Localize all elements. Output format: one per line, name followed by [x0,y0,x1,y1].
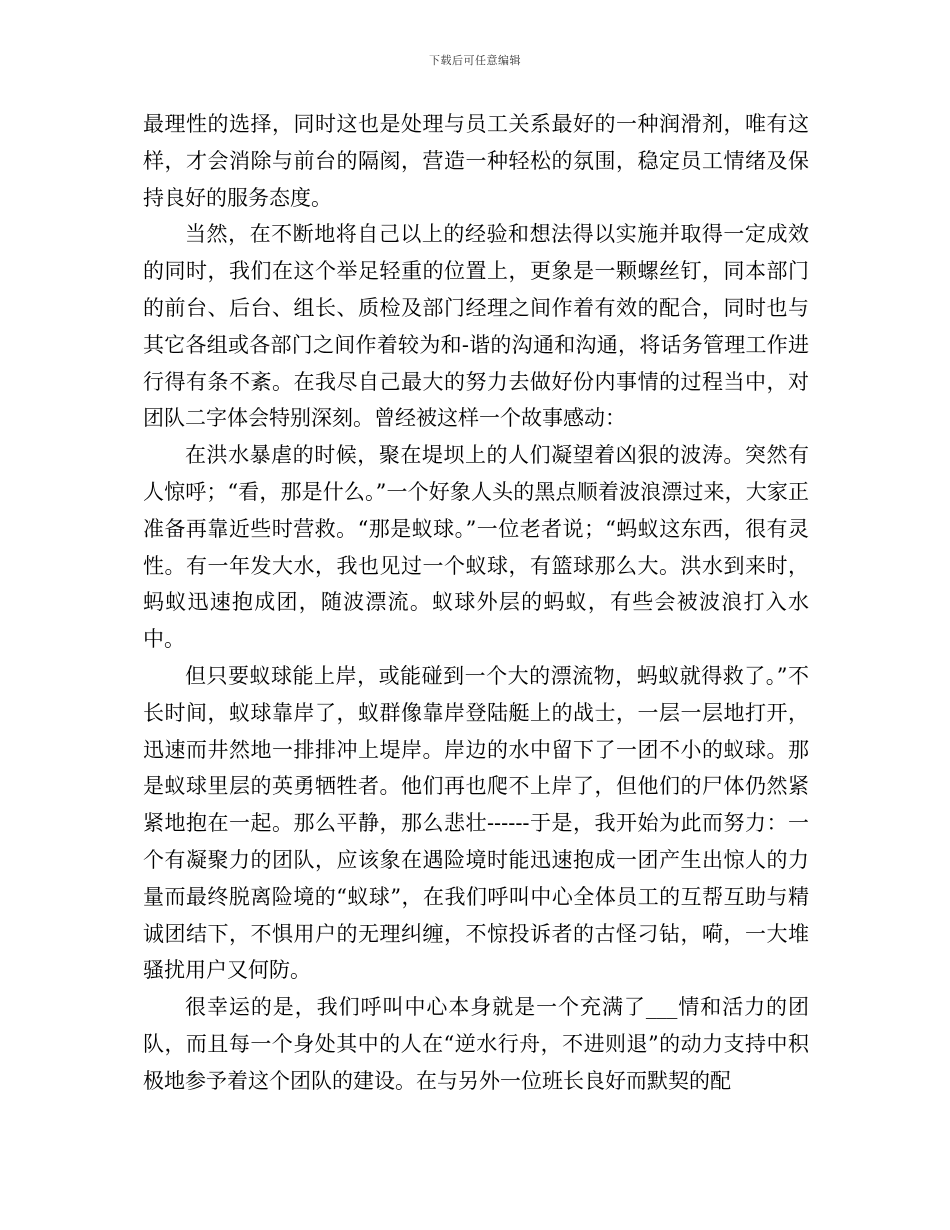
paragraph: 很幸运的是，我们呼叫中心本身就是一个充满了___情和活力的团队，而且每一个身处其中的人在“逆水行舟，不进则退”的动力支持中积极地参予着这个团队的建设。在与另外一位班长良好而默契的配 [143,995,809,1093]
paragraph: 但只要蚁球能上岸，或能碰到一个大的漂流物，蚂蚁就得救了。”不长时间，蚁球靠岸了，蚁群像靠岸登陆艇上的战士，一层一层地打开，迅速而井然地一排排冲上堤岸。岸边的水中留下了一团不小的蚁球。那是蚁球里层的英勇牺牲者。他们再也爬不上岸了，但他们的尸体仍然紧紧地抱在一起。那么平静，那么悲壮------于是，我开始为此而努力：一个有凝聚力的团队，应该象在遇险境时能迅速抱成一团产生出惊人的力量而最终脱离险境的“蚁球”，在我们呼叫中心全体员工的互帮互助与精诚团结下，不惧用户的无理纠缠，不惊投诉者的古怪刁钻，嗬，一大堆骚扰用户又何防。 [143,663,809,983]
paragraph: 在洪水暴虐的时候，聚在堤坝上的人们凝望着凶狠的波涛。突然有人惊呼；“看，那是什么。”一个好象人头的黑点顺着波浪漂过来，大家正准备再靠近些时营救。“那是蚁球。”一位老者说；“蚂蚁这东西，很有灵性。有一年发大水，我也见过一个蚁球，有篮球那么大。洪水到来时，蚂蚁迅速抱成团，随波漂流。蚁球外层的蚂蚁，有些会被波浪打入水中。 [143,443,809,652]
paragraph: 当然，在不断地将自己以上的经验和想法得以实施并取得一定成效的同时，我们在这个举足轻重的位置上，更象是一颗螺丝钉，同本部门的前台、后台、组长、质检及部门经理之间作着有效的配合，同时也与其它各组或各部门之间作着较为和-谐的沟通和沟通，将话务管理工作进行得有条不紊。在我尽自己最大的努力去做好份内事情的过程当中，对团队二字体会特别深刻。曾经被这样一个故事感动： [143,222,809,431]
page-header: 下载后可任意编辑 [429,54,521,67]
paragraph: 最理性的选择，同时这也是处理与员工关系最好的一种润滑剂，唯有这样，才会消除与前台的隔阂，营造一种轻松的氛围，稳定员工情绪及保持良好的服务态度。 [143,112,809,210]
document-body [143,106,809,1100]
